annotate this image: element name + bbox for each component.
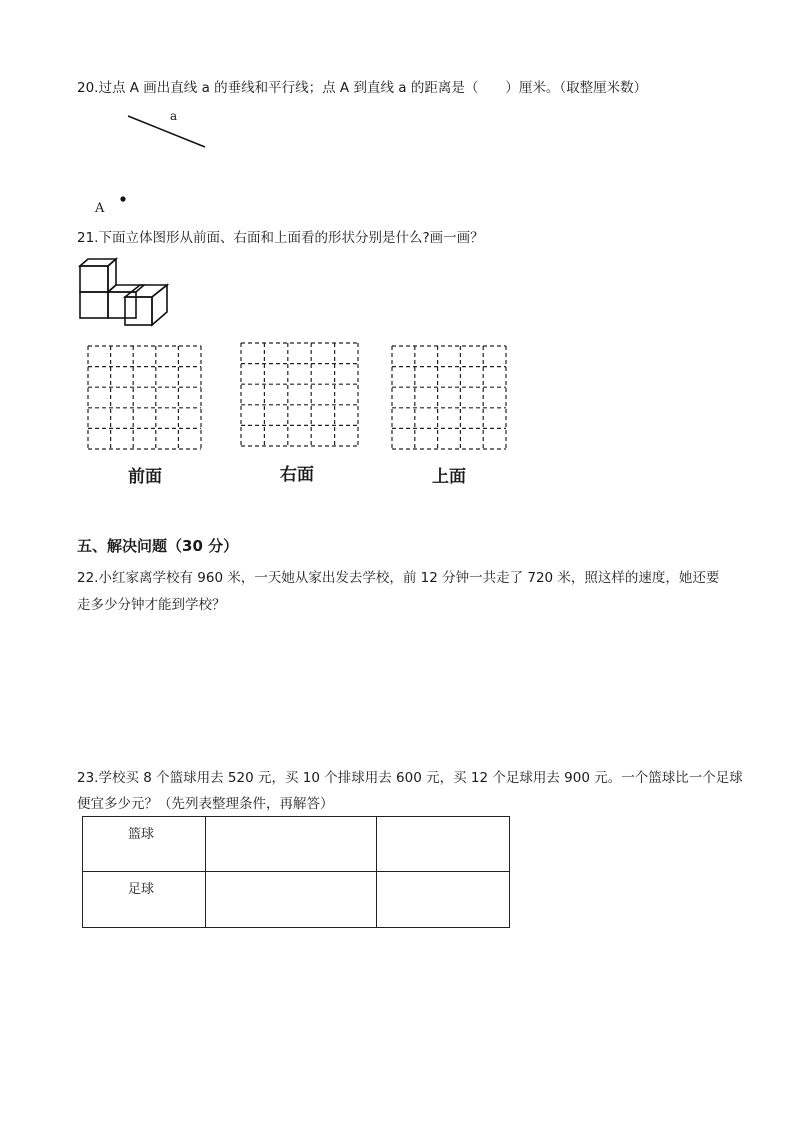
section-5-title: 五、解决问题（30 分） (77, 537, 239, 555)
question-22-line2: 走多少分钟才能到学校？ (77, 597, 226, 613)
grid-label-top: 上面 (432, 467, 466, 487)
question-20-text: 20.过点 A 画出直线 a 的垂线和平行线；点 A 到直线 a 的距离是（ ）厘米。（取整厘米数） (77, 80, 648, 96)
grid-front[interactable] (88, 346, 201, 449)
table-cell[interactable] (377, 817, 510, 872)
table-cell[interactable] (206, 817, 377, 872)
table-row (83, 872, 510, 928)
table-cell[interactable] (206, 872, 377, 928)
question-23-line2: 便宜多少元？（先列表整理条件，再解答） (77, 796, 334, 812)
condition-table (82, 816, 510, 928)
line-a-label: a (170, 109, 178, 123)
grid-top[interactable] (392, 346, 506, 449)
table-row (83, 817, 510, 872)
point-a-label: A (95, 201, 105, 216)
grid-right[interactable] (241, 343, 358, 446)
grid-label-front: 前面 (128, 467, 162, 487)
question-21-text: 21.下面立体图形从前面、右面和上面看的形状分别是什么?画一画？ (77, 230, 484, 246)
drawing-grids (0, 0, 794, 520)
table-cell-label: 足球 (83, 872, 206, 928)
table-cell-label: 篮球 (83, 817, 206, 872)
grid-label-right: 右面 (280, 465, 314, 485)
question-23-line1: 23.学校买 8 个篮球用去 520 元，买 10 个排球用去 600 元，买 12 个足球用去 900 元。一个篮球比一个足球 (77, 770, 743, 786)
table-cell[interactable] (377, 872, 510, 928)
question-22-line1: 22.小红家离学校有 960 米，一天她从家出发去学校，前 12 分钟一共走了 720 米，照这样的速度，她还要 (77, 570, 720, 586)
